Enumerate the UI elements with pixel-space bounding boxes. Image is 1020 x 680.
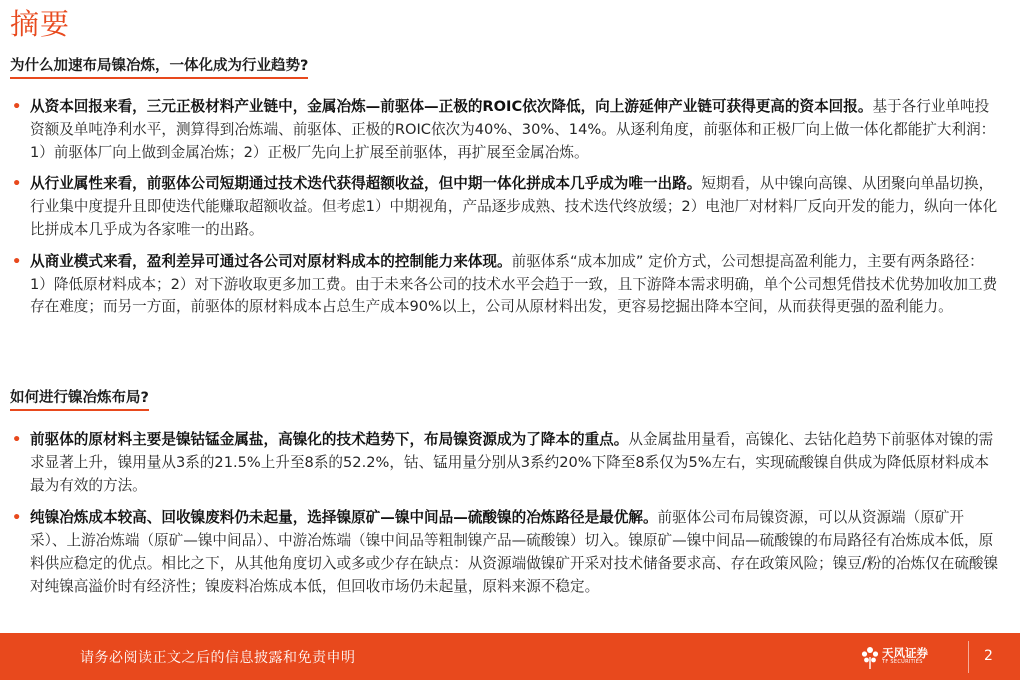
bullet-list-how	[10, 429, 1000, 609]
bullet-key-point: 前驱体的原材料主要是镍钴锰金属盐，高镍化的技术趋势下，布局镍资源成为了降本的重点。	[30, 431, 629, 448]
disclaimer-link[interactable]: 请务必阅读正文之后的信息披露和免责申明	[80, 650, 356, 666]
bullet-key-point: 从资本回报来看，三元正极材料产业链中，金属冶炼—前驱体—正极的ROIC依次降低，向上游延伸产业链可获得更高的资本回报。	[30, 98, 873, 115]
bullet-list-why	[10, 96, 1000, 328]
list-item	[10, 96, 1000, 164]
page-number: 2	[984, 648, 993, 664]
bullet-detail: 前驱体公司布局镍资源，可以从资源端（原矿开采）、上游冶炼端（原矿—镍中间品）、中游冶炼端（镍中间品等粗制镍产品—硫酸镍）切入。镍原矿—镍中间品—硫酸镍的布局路径有冶炼成本低，原料供应稳定的优点。相比之下，从其他角度切入或多或少存在缺点：从资源端做镍矿开采对技术储备要求高、存在政策风险；镍豆/粉的冶炼仅在硫酸镍对纯镍高溢价时有经济性；镍废料冶炼成本低，但回收市场仍未起量，原料来源不稳定。	[30, 509, 999, 595]
section-heading-why: 为什么加速布局镍冶炼，一体化成为行业趋势?	[10, 54, 308, 79]
bullet-dot-icon: •	[12, 509, 22, 527]
bullet-dot-icon: •	[12, 175, 22, 193]
list-item	[10, 251, 1000, 319]
bullet-detail: 前驱体系“成本加成” 定价方式，公司想提高盈利能力，主要有两条路径：1）降低原材料成本；2）对下游收取更多加工费。由于未来各公司的技术水平会趋于一致，且下游降本需求明确，单个公司想凭借技术优势加收加工费存在难度；而另一方面，前驱体的原材料成本占总生产成本90%以上，公司从原材料出发，更容易挖掘出降本空间，从而获得更强的盈利能力。	[30, 252, 998, 316]
bullet-key-point: 纯镍冶炼成本较高、回收镍废料仍未起量，选择镍原矿—镍中间品—硫酸镍的冶炼路径是最优解。	[30, 509, 658, 527]
bullet-detail: 从金属盐用量看，高镍化、去钴化趋势下前驱体对镍的需求显著上升，镍用量从3系的21.5%上升至8系的52.2%，钴、锰用量分别从3系约20%下降至8系仅为5%左右，实现硫酸镍自供成为降低原材料成本最为有效的方法。	[30, 431, 994, 494]
footer-bar	[0, 633, 1020, 680]
bullet-dot-icon: •	[12, 431, 22, 448]
list-item	[10, 507, 1000, 598]
footer-divider	[968, 641, 969, 673]
bullet-key-point: 从行业属性来看，前驱体公司短期通过技术迭代获得超额收益，但中期一体化拼成本几乎成为唯一出路。	[30, 175, 702, 193]
bullet-dot-icon: •	[12, 252, 22, 270]
bullet-detail: 短期看，从中镍向高镍、从团聚向单晶切换，行业集中度提升且即使迭代能赚取超额收益。但考虑1）中期视角，产品逐步成熟、技术迭代终放缓；2）电池厂对材料厂反向开发的能力，纵向一体化比拼成本几乎成为各家唯一的出路。	[30, 175, 998, 238]
flower-logo-icon	[860, 644, 880, 670]
bullet-dot-icon: •	[12, 98, 22, 115]
company-logo	[860, 644, 960, 670]
bullet-detail: 基于各行业单吨投资额及单吨净利水平，测算得到冶炼端、前驱体、正极的ROIC依次为40%、30%、14%。从逐利角度，前驱体和正极厂向上做一体化都能扩大利润：1）前驱体厂向上做到金属冶炼；2）正极厂先向上扩展至前驱体，再扩展至金属冶炼。	[30, 98, 996, 161]
section-heading-how: 如何进行镍冶炼布局?	[10, 386, 149, 411]
list-item	[10, 173, 1000, 241]
logo-name: 天风证券	[882, 646, 928, 660]
bullet-key-point: 从商业模式来看，盈利差异可通过各公司对原材料成本的控制能力来体现。	[30, 252, 512, 270]
list-item	[10, 429, 1000, 497]
page-title: 摘要	[10, 7, 71, 41]
logo-name-en: TF SECURITIES	[882, 659, 923, 665]
